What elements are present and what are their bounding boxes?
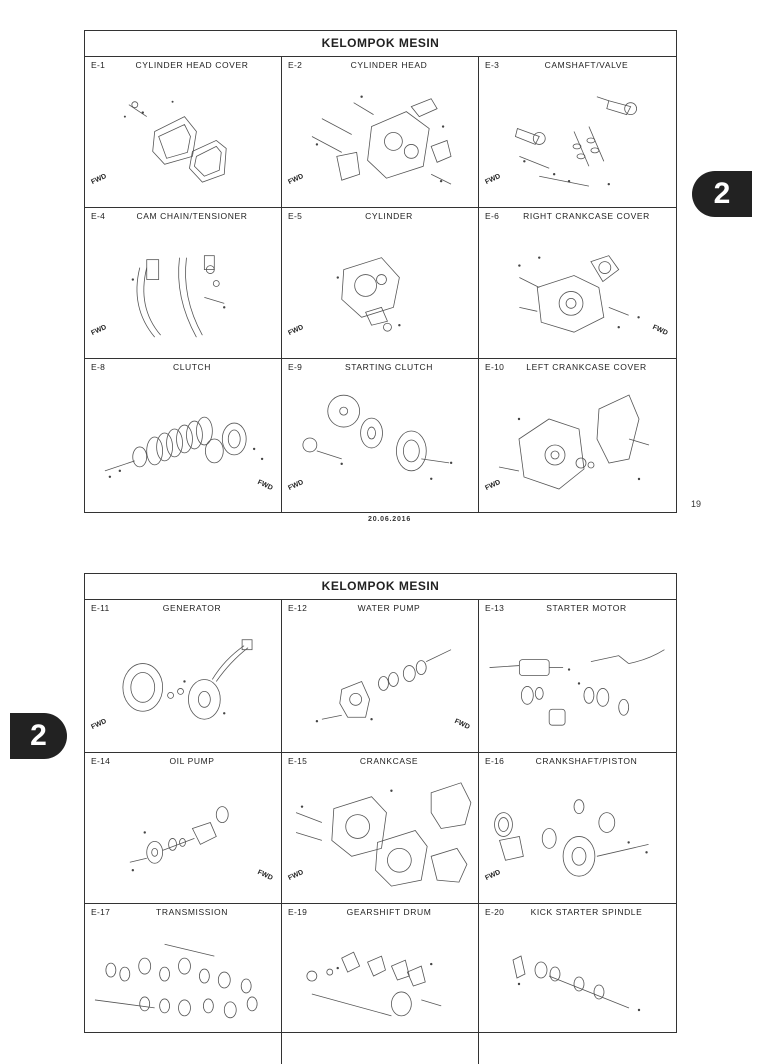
fwd-arrow-icon: FWD bbox=[484, 478, 502, 493]
part-code: E-5 bbox=[288, 211, 303, 221]
part-cell-e17[interactable] bbox=[85, 904, 282, 1064]
part-cell-e6[interactable] bbox=[479, 208, 676, 359]
part-cell-e12[interactable] bbox=[282, 600, 479, 753]
part-code: E-13 bbox=[485, 603, 505, 613]
part-name: TRANSMISSION bbox=[156, 907, 228, 917]
cam-chain-tensioner-diagram bbox=[85, 208, 281, 358]
part-name: CAM CHAIN/TENSIONER bbox=[136, 211, 248, 221]
part-code: E-15 bbox=[288, 756, 308, 766]
part-cell-e5[interactable] bbox=[282, 208, 479, 359]
crankshaft-piston-diagram bbox=[479, 753, 676, 903]
fwd-arrow-icon: FWD bbox=[651, 323, 669, 338]
part-name: RIGHT CRANKCASE COVER bbox=[523, 211, 650, 221]
part-name: LEFT CRANKCASE COVER bbox=[526, 362, 647, 372]
fwd-arrow-icon: FWD bbox=[287, 172, 305, 187]
part-cell-e14[interactable] bbox=[85, 753, 282, 904]
right-crankcase-cover-diagram bbox=[479, 208, 676, 358]
fwd-arrow-icon: FWD bbox=[287, 478, 305, 493]
part-name: CRANKCASE bbox=[359, 756, 419, 766]
fwd-arrow-icon: FWD bbox=[287, 868, 305, 883]
part-code: E-10 bbox=[485, 362, 505, 372]
page-number: 19 bbox=[691, 499, 702, 509]
part-name: CYLINDER bbox=[365, 211, 413, 221]
chapter-tab-left: 2 bbox=[10, 713, 67, 759]
part-cell-e19[interactable] bbox=[282, 904, 479, 1064]
part-cell-e16[interactable] bbox=[479, 753, 676, 904]
part-code: E-20 bbox=[485, 907, 505, 917]
fwd-arrow-icon: FWD bbox=[90, 717, 108, 732]
part-name: KICK STARTER SPINDLE bbox=[530, 907, 643, 917]
camshaft-valve-diagram bbox=[479, 57, 676, 207]
part-name: CYLINDER HEAD bbox=[350, 60, 428, 70]
parts-grid bbox=[85, 600, 676, 1064]
part-name: WATER PUMP bbox=[357, 603, 421, 613]
part-code: E-12 bbox=[288, 603, 308, 613]
part-name: STARTING CLUTCH bbox=[344, 362, 434, 372]
part-cell-e10[interactable] bbox=[479, 359, 676, 513]
kick-starter-spindle-diagram bbox=[479, 904, 676, 1064]
part-cell-e9[interactable] bbox=[282, 359, 479, 513]
fwd-arrow-icon: FWD bbox=[287, 323, 305, 338]
part-code: E-17 bbox=[91, 907, 111, 917]
parts-index-sheet-bottom bbox=[84, 573, 677, 1033]
gearshift-drum-diagram bbox=[282, 904, 478, 1064]
water-pump-diagram bbox=[282, 600, 478, 752]
starting-clutch-diagram bbox=[282, 359, 478, 513]
part-name: CLUTCH bbox=[172, 362, 212, 372]
part-code: E-1 bbox=[91, 60, 106, 70]
part-name: GEARSHIFT DRUM bbox=[346, 907, 432, 917]
part-code: E-3 bbox=[485, 60, 500, 70]
part-code: E-6 bbox=[485, 211, 500, 221]
part-cell-e11[interactable] bbox=[85, 600, 282, 753]
cylinder-head-diagram bbox=[282, 57, 478, 207]
crankcase-diagram bbox=[282, 753, 478, 903]
part-name: CRANKSHAFT/PISTON bbox=[535, 756, 638, 766]
part-code: E-16 bbox=[485, 756, 505, 766]
fwd-arrow-icon: FWD bbox=[90, 172, 108, 187]
print-date: 20.06.2016 bbox=[368, 516, 412, 523]
left-crankcase-cover-diagram bbox=[479, 359, 676, 513]
part-code: E-4 bbox=[91, 211, 106, 221]
part-name: OIL PUMP bbox=[169, 756, 215, 766]
part-name: GENERATOR bbox=[162, 603, 222, 613]
part-code: E-8 bbox=[91, 362, 106, 372]
part-code: E-11 bbox=[91, 603, 110, 613]
oil-pump-diagram bbox=[85, 753, 281, 903]
part-cell-e3[interactable] bbox=[479, 57, 676, 208]
starter-motor-diagram bbox=[479, 600, 676, 752]
part-cell-e13[interactable] bbox=[479, 600, 676, 753]
part-cell-e15[interactable] bbox=[282, 753, 479, 904]
clutch-diagram bbox=[85, 359, 281, 513]
fwd-arrow-icon: FWD bbox=[453, 717, 471, 732]
chapter-tab-right: 2 bbox=[692, 171, 752, 217]
sheet-title: KELOMPOK MESIN bbox=[85, 574, 676, 600]
part-name: CAMSHAFT/VALVE bbox=[544, 60, 629, 70]
part-cell-e2[interactable] bbox=[282, 57, 479, 208]
fwd-arrow-icon: FWD bbox=[90, 323, 108, 338]
fwd-arrow-icon: FWD bbox=[484, 172, 502, 187]
generator-diagram bbox=[85, 600, 281, 752]
part-name: STARTER MOTOR bbox=[546, 603, 627, 613]
transmission-diagram bbox=[85, 904, 281, 1064]
parts-index-sheet-top bbox=[84, 30, 677, 513]
part-cell-e4[interactable] bbox=[85, 208, 282, 359]
parts-grid bbox=[85, 57, 676, 513]
cylinder-diagram bbox=[282, 208, 478, 358]
sheet-title: KELOMPOK MESIN bbox=[85, 31, 676, 57]
part-cell-e20[interactable] bbox=[479, 904, 676, 1064]
part-cell-e8[interactable] bbox=[85, 359, 282, 513]
part-code: E-14 bbox=[91, 756, 111, 766]
fwd-arrow-icon: FWD bbox=[256, 868, 274, 883]
cylinder-head-cover-diagram bbox=[85, 57, 281, 207]
part-name: CYLINDER HEAD COVER bbox=[135, 60, 249, 70]
part-code: E-9 bbox=[288, 362, 303, 372]
part-code: E-19 bbox=[288, 907, 308, 917]
fwd-arrow-icon: FWD bbox=[484, 868, 502, 883]
part-cell-e1[interactable] bbox=[85, 57, 282, 208]
fwd-arrow-icon: FWD bbox=[256, 478, 274, 493]
part-code: E-2 bbox=[288, 60, 303, 70]
